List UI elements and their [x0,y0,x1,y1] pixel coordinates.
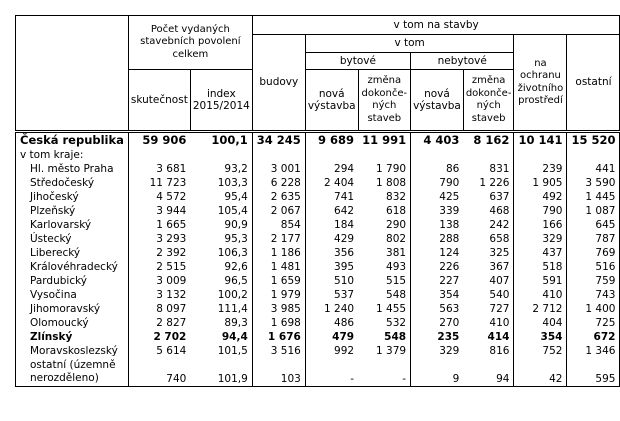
row-label: Česká republika [16,132,129,149]
row-label [16,359,129,387]
cell: 658 [463,233,514,247]
region-header-cell [16,16,129,132]
cell: 90,9 [190,219,252,233]
cell: 1 905 [514,177,567,191]
cell: 100,2 [190,289,252,303]
cell: 404 [514,317,567,331]
cell: 595 [567,359,620,387]
row-label: Olomoucký [16,317,129,331]
cell: 790 [439,177,460,189]
cell: 1 808 [358,177,411,191]
buildings-header: budovy [252,35,305,132]
cell: 367 [463,261,514,275]
change-residential-header: změna dokonče-ných staveb [358,70,411,132]
cell: 1 698 [252,317,305,331]
cell: 124 [439,247,460,259]
cell: 42 [514,359,567,387]
cell: 537 [334,289,355,301]
cell: 727 [463,303,514,317]
cell: 105,4 [190,205,252,219]
cell: 381 [358,247,411,261]
cell: 816 [463,345,514,359]
cell: 4 403 [411,132,464,149]
cell: 591 [514,275,567,289]
cell: 96,5 [190,275,252,289]
cell: 270 [439,317,460,329]
cell: 532 [358,317,411,331]
change-nonresidential-header: změna dokonče-ných staveb [463,70,514,132]
table-row [16,345,620,359]
cell: 9 [411,359,464,387]
cell: 1 455 [358,303,411,317]
cell: 8 162 [463,132,514,149]
cell: 752 [514,345,567,359]
cell: 1 790 [358,163,411,177]
regions-label: v tom kraje: [16,149,129,163]
cell: 486 [334,317,355,329]
cell: 759 [567,275,620,289]
cell: 1 481 [252,261,305,275]
cell: 1 665 [156,219,187,231]
cell: 645 [567,219,620,233]
cell: 294 [334,163,355,175]
cell: 510 [334,275,355,287]
cell: 86 [445,163,460,175]
cell: 15 520 [567,132,620,149]
index-header: index 2015/2014 [190,70,252,132]
cell: 2 827 [156,317,187,329]
cell: 2 702 [153,331,187,343]
cell: 95,3 [190,233,252,247]
row-label: Moravskoslezský [16,345,129,359]
cell: 101,9 [190,359,252,387]
cell: 89,3 [190,317,252,331]
nonresidential-header: nebytové [411,52,514,70]
cell: 725 [567,317,620,331]
cell: 1 346 [567,345,620,359]
cell: 325 [463,247,514,261]
cell: 540 [463,289,514,303]
cell: 103,3 [190,177,252,191]
cell: 235 [437,331,460,343]
cell: 242 [463,219,514,233]
table-row [16,205,620,219]
new-construction-nr-header: nová výstavba [411,70,464,132]
row-label-line: ostatní (územně [30,359,116,372]
row-label: Ústecký [16,233,129,247]
cell: 226 [439,261,460,273]
cell: 11 991 [358,132,411,149]
cell: 2 392 [156,247,187,259]
cell: 802 [358,233,411,247]
cell: 3 009 [156,275,187,287]
row-label: Královéhradecký [16,261,129,275]
actual-header: skutečnost [128,70,190,132]
cell: 2 515 [156,261,187,273]
cell: 106,3 [190,247,252,261]
cell: 94 [463,359,514,387]
cell: 6 228 [252,177,305,191]
cell: 11 723 [149,177,187,189]
row-label: Jihomoravský [16,303,129,317]
row-label: Středočeský [16,177,129,191]
cell: 3 985 [252,303,305,317]
cell: 290 [358,219,411,233]
table-row [16,359,620,387]
cell: 3 516 [252,345,305,359]
cell: 441 [567,163,620,177]
cell: 101,5 [190,345,252,359]
cell: 3 590 [567,177,620,191]
cell: 414 [463,331,514,345]
permits-table [15,15,620,387]
cell: 93,2 [190,163,252,177]
row-label: Karlovarský [16,219,129,233]
residential-header: bytové [305,52,410,70]
cell: 354 [514,331,567,345]
table-row [16,275,620,289]
cell: 2 067 [252,205,305,219]
cell: 637 [463,191,514,205]
cell: 618 [358,205,411,219]
table-row [16,303,620,317]
of-which-buildings-header: v tom na stavby [252,16,620,35]
row-label: Vysočina [16,289,129,303]
cell: 479 [332,331,355,343]
row-label-line: nerozděleno) [30,372,99,385]
row-label: Zlínský [16,331,129,345]
cell: 1 226 [463,177,514,191]
cell: 4 572 [156,191,187,203]
cell: 111,4 [190,303,252,317]
cell: 103 [252,359,305,387]
table-row [16,191,620,205]
cell: 239 [514,163,567,177]
cell: 854 [252,219,305,233]
cell: 166 [514,219,567,233]
cell: 1 445 [567,191,620,205]
cell: - [305,359,358,387]
cell: 2 635 [252,191,305,205]
cell: 288 [439,233,460,245]
row-label: Jihočeský [16,191,129,205]
cell: 492 [514,191,567,205]
cell: 642 [334,205,355,217]
permits-header: Počet vydaných stavebních povolení celkem [128,16,252,70]
cell: 395 [334,261,355,273]
row-label: Hl. město Praha [16,163,129,177]
cell: 518 [514,261,567,275]
cell: 339 [439,205,460,217]
table-body [16,132,620,387]
cell: 94,4 [190,331,252,345]
new-construction-header: nová výstavba [305,70,358,132]
cell: 493 [358,261,411,275]
table-row [16,177,620,191]
cell: 831 [463,163,514,177]
environment-header: na ochranu životního prostředí [514,35,567,132]
cell: 59 906 [128,132,190,149]
cell: 548 [358,289,411,303]
cell: 184 [334,219,355,231]
cell: 1 379 [358,345,411,359]
cell: 437 [514,247,567,261]
cell: 410 [463,317,514,331]
cell: 410 [514,289,567,303]
table-row [16,317,620,331]
cell: 3 001 [252,163,305,177]
cell: 9 689 [305,132,358,149]
row-label: Plzeňský [16,205,129,219]
cell: 516 [567,261,620,275]
cell: 138 [439,219,460,231]
cell: 100,1 [190,132,252,149]
cell: 832 [358,191,411,205]
cell: 329 [514,233,567,247]
table-row [16,331,620,345]
cell: 743 [567,289,620,303]
cell: 1 186 [252,247,305,261]
regions-label-row [16,149,620,163]
row-label: Liberecký [16,247,129,261]
cell: 356 [334,247,355,259]
cell: 354 [439,289,460,301]
cell: 329 [439,345,460,357]
cell: 3 132 [156,289,187,301]
cell: 468 [463,205,514,219]
cell: 227 [439,275,460,287]
table-container [15,15,620,387]
cell: 2 177 [252,233,305,247]
cell: 2 712 [514,303,567,317]
cell: 1 979 [252,289,305,303]
cell: 3 293 [156,233,187,245]
cell: 1 400 [567,303,620,317]
other-header: ostatní [567,35,620,132]
cell: 425 [439,191,460,203]
cell: 3 944 [156,205,187,217]
cell: 1 087 [567,205,620,219]
cell: 563 [439,303,460,315]
cell: 34 245 [252,132,305,149]
cell: 407 [463,275,514,289]
table-row [16,233,620,247]
table-row [16,219,620,233]
cell: 5 614 [156,345,187,357]
of-which-header: v tom [305,35,514,53]
cell: 10 141 [514,132,567,149]
table-row [16,289,620,303]
cell: 429 [334,233,355,245]
cell: 548 [358,331,411,345]
cell: 515 [358,275,411,289]
table-row [16,163,620,177]
cell: 740 [128,359,190,387]
cell: 787 [567,233,620,247]
cell: 1 676 [252,331,305,345]
cell: 790 [514,205,567,219]
cell: 3 681 [156,163,187,175]
cell: 2 404 [324,177,355,189]
table-row [16,261,620,275]
cell: 992 [334,345,355,357]
cell: 1 659 [252,275,305,289]
cell: 95,4 [190,191,252,205]
cell: 8 097 [156,303,187,315]
czech-republic-row [16,132,620,149]
cell: 769 [567,247,620,261]
cell: 672 [567,331,620,345]
cell: - [358,359,411,387]
table-row [16,247,620,261]
cell: 92,6 [190,261,252,275]
cell: 741 [334,191,355,203]
row-label: Pardubický [16,275,129,289]
cell: 1 240 [324,303,355,315]
